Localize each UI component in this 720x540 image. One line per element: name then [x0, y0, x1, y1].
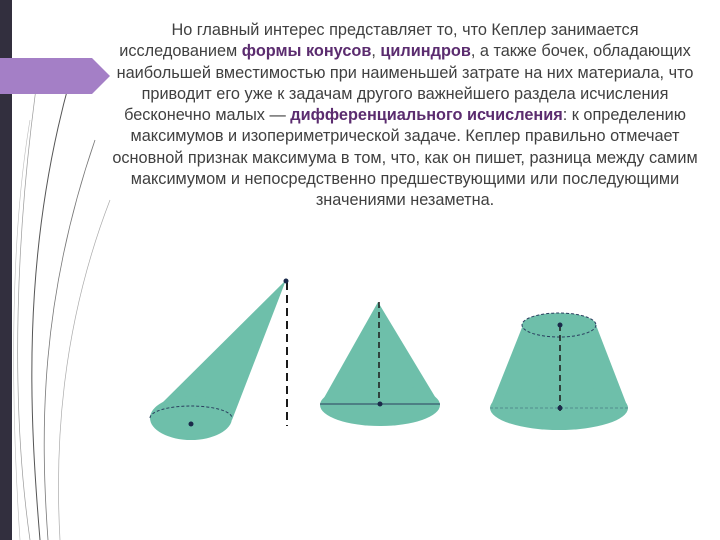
paragraph-text: Но главный интерес представляет то, что Кеплер занимается исследованием	[119, 21, 639, 61]
highlighted-term: цилиндров	[380, 42, 471, 61]
highlighted-term: дифференциального исчисления	[290, 106, 563, 125]
right-cone	[320, 302, 440, 426]
paragraph-text: ,	[371, 42, 381, 61]
frustum	[490, 313, 628, 430]
highlighted-term: формы конусов	[241, 42, 372, 61]
paragraph-text: : к определению максимумов и изопериметрической задаче. Кеплер правильно отмечает основной признак максимума в том, что, как он пишет, разница между самим максимумом и непосредственно предшествующими или последующими значениями незаметна.	[112, 106, 698, 210]
paragraph-text: , а также бочек, обладающих наибольшей вместимостью при наименьшей затрате на них материала, что приводит его уже к задачам другого важнейшего раздела исчисления бесконечно малых —	[116, 42, 694, 125]
oblique-cone	[150, 279, 289, 441]
